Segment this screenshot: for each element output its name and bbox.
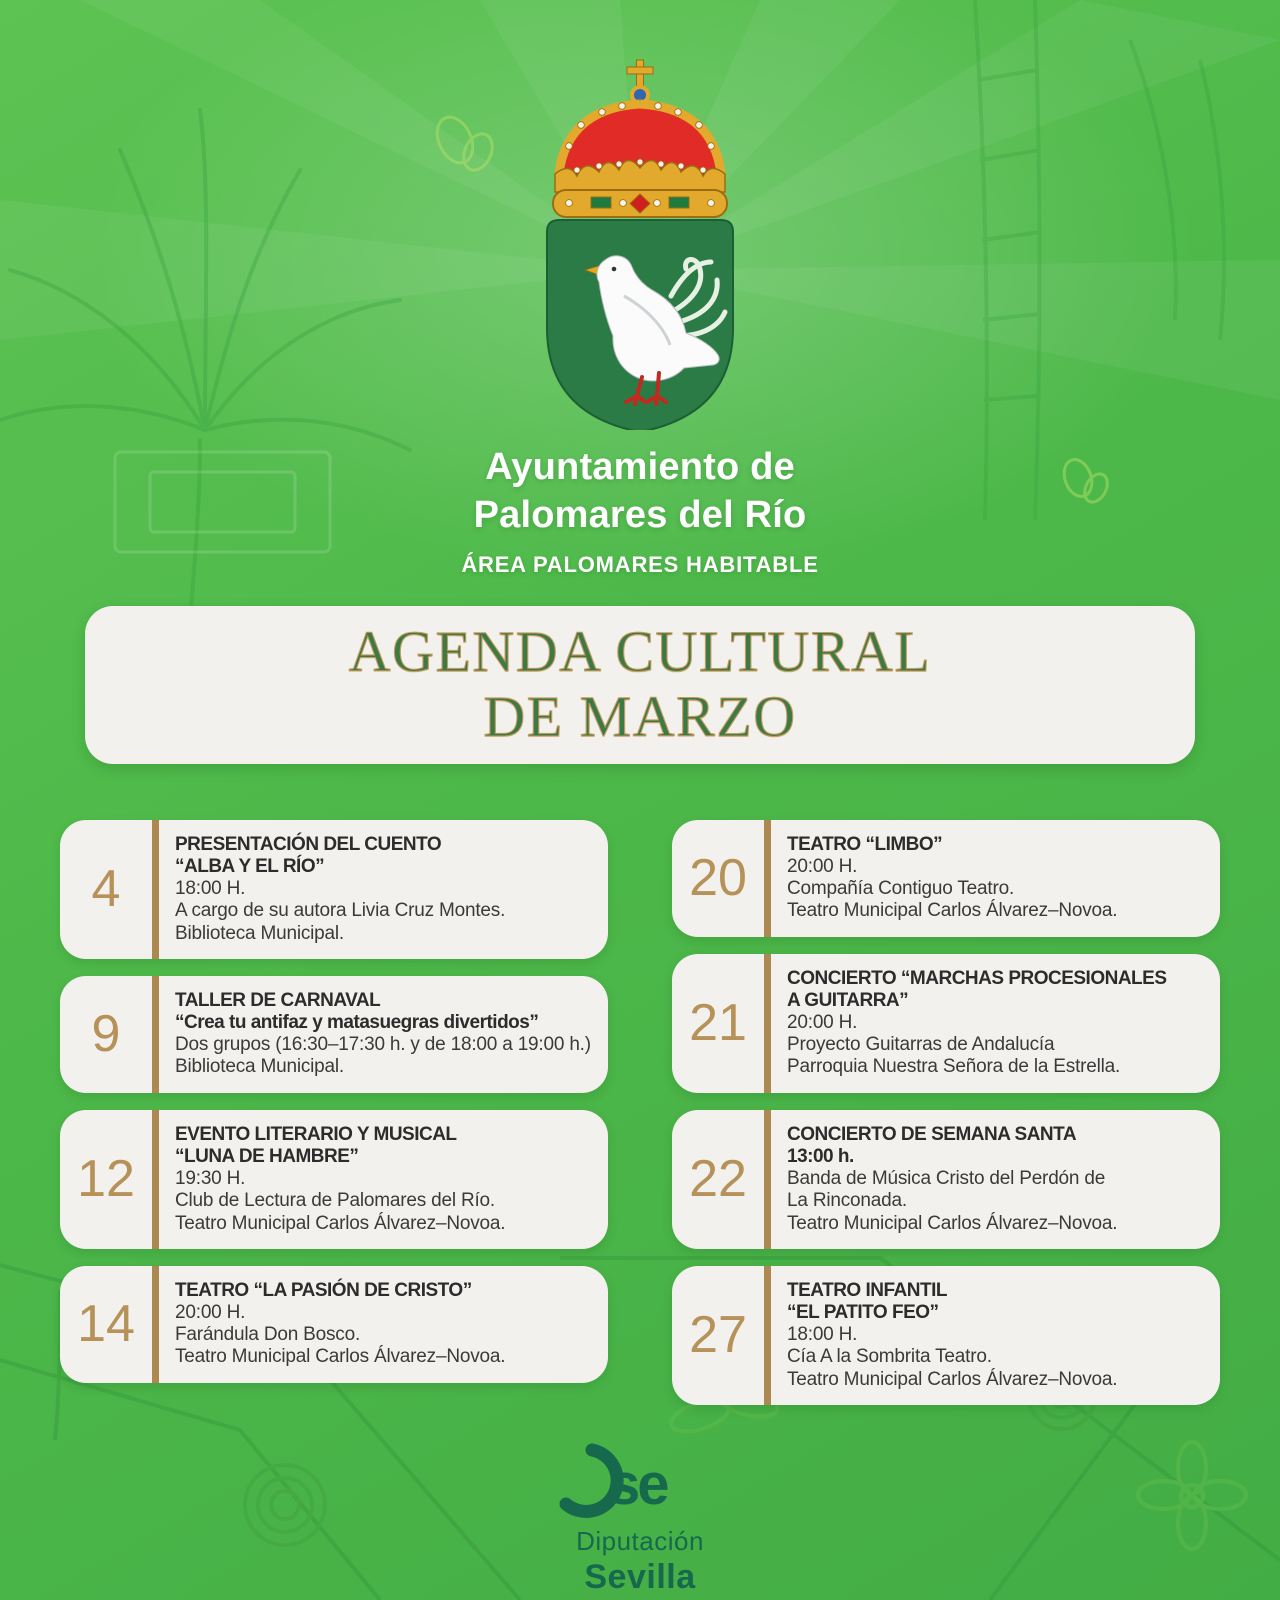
card-divider [764,1110,771,1249]
agenda-title-line2: DE MARZO [483,683,797,749]
card-divider [152,976,159,1093]
crown-icon [553,60,727,217]
event-lines [771,954,1220,1093]
event-title-line: “Crea tu antifaz y matasuegras divertidos” [175,1011,539,1033]
event-title-line: 13:00 h. [787,1145,854,1167]
event-title-line: TALLER DE CARNAVAL [175,989,381,1011]
event-lines [159,1266,608,1383]
event-card [60,976,608,1093]
event-lines [771,1110,1220,1249]
agenda-banner [85,606,1195,764]
event-day: 21 [689,994,747,1053]
event-detail-line: Banda de Música Cristo del Perdón de [787,1168,1106,1190]
event-detail-line: Farándula Don Bosco. [175,1324,361,1346]
event-detail-line: A cargo de su autora Livia Cruz Montes. [175,900,506,922]
event-title-line: TEATRO “LIMBO” [787,833,943,855]
event-title-line: “LUNA DE HAMBRE” [175,1145,359,1167]
card-divider [152,820,159,959]
event-lines [771,820,1220,937]
card-divider [152,1266,159,1383]
event-title-line: EVENTO LITERARIO Y MUSICAL [175,1123,457,1145]
agenda-title-line1: AGENDA CULTURAL [348,618,932,684]
area-label: ÁREA PALOMARES HABITABLE [461,551,819,577]
event-detail-line: Biblioteca Municipal. [175,1056,344,1078]
event-day: 9 [91,1005,121,1064]
event-detail-line: Proyecto Guitarras de Andalucía [787,1034,1055,1056]
footer [540,1438,740,1597]
event-lines [771,1266,1220,1405]
event-detail-line: 18:00 H. [787,1324,858,1346]
event-detail-line: Teatro Municipal Carlos Álvarez–Novoa. [787,1368,1118,1390]
card-divider [764,954,771,1093]
event-day: 12 [77,1150,135,1209]
event-day: 20 [689,849,747,908]
event-card [60,1110,608,1249]
event-day: 27 [689,1306,747,1365]
event-detail-line: Teatro Municipal Carlos Álvarez–Novoa. [787,1212,1118,1234]
event-title-line: PRESENTACIÓN DEL CUENTO [175,833,442,855]
events-column-left [60,820,608,1383]
event-lines [159,976,608,1093]
event-detail-line: 20:00 H. [787,855,858,877]
event-lines [159,1110,608,1249]
coat-of-arms [522,58,758,430]
footer-org-name: Diputación [576,1525,704,1556]
municipality-title [474,444,807,540]
event-detail-line: La Rinconada. [787,1190,907,1212]
event-day: 22 [689,1150,747,1209]
event-detail-line: Cía A la Sombrita Teatro. [787,1346,992,1368]
footer-city-name: Sevilla [584,1557,696,1596]
event-title-line: CONCIERTO DE SEMANA SANTA [787,1123,1077,1145]
event-detail-line: 20:00 H. [787,1011,858,1033]
event-title-line: CONCIERTO “MARCHAS PROCESIONALES [787,967,1167,989]
event-card [672,1110,1220,1249]
event-detail-line: Parroquia Nuestra Señora de la Estrella. [787,1056,1121,1078]
event-day: 4 [91,860,121,919]
event-title-line: “ALBA Y EL RÍO” [175,855,325,877]
event-detail-line: 20:00 H. [175,1301,246,1323]
event-detail-line: Biblioteca Municipal. [175,922,344,944]
event-title-line: TEATRO INFANTIL [787,1279,947,1301]
event-title-line: TEATRO “LA PASIÓN DE CRISTO” [175,1279,472,1301]
event-card [60,820,608,959]
card-divider [152,1110,159,1249]
event-title-line: “EL PATITO FEO” [787,1301,939,1323]
card-divider [764,1266,771,1405]
event-lines [159,820,608,959]
event-detail-line: 18:00 H. [175,878,246,900]
event-card [672,1266,1220,1405]
diputacion-sevilla-logo-icon [540,1438,740,1524]
event-detail-line: Teatro Municipal Carlos Álvarez–Novoa. [787,900,1118,922]
events-grid [60,820,1220,1405]
event-detail-line: Teatro Municipal Carlos Álvarez–Novoa. [175,1212,506,1234]
shield-icon [547,220,733,430]
events-column-right [672,820,1220,1405]
event-detail-line: Dos grupos (16:30–17:30 h. y de 18:00 a 19:00 h.) [175,1034,591,1056]
card-divider [764,820,771,937]
event-title-line: A GUITARRA” [787,989,909,1011]
event-detail-line: Compañía Contiguo Teatro. [787,878,1015,900]
municipality-title-line1: Ayuntamiento de [485,446,795,488]
event-card [672,820,1220,937]
event-detail-line: Club de Lectura de Palomares del Río. [175,1190,496,1212]
event-card [60,1266,608,1383]
municipality-title-line2: Palomares del Río [473,493,807,536]
event-detail-line: 19:30 H. [175,1168,246,1190]
event-detail-line: Teatro Municipal Carlos Álvarez–Novoa. [175,1346,506,1368]
event-card [672,954,1220,1093]
logo-mark-text: se [608,1451,667,1517]
event-day: 14 [77,1295,135,1354]
